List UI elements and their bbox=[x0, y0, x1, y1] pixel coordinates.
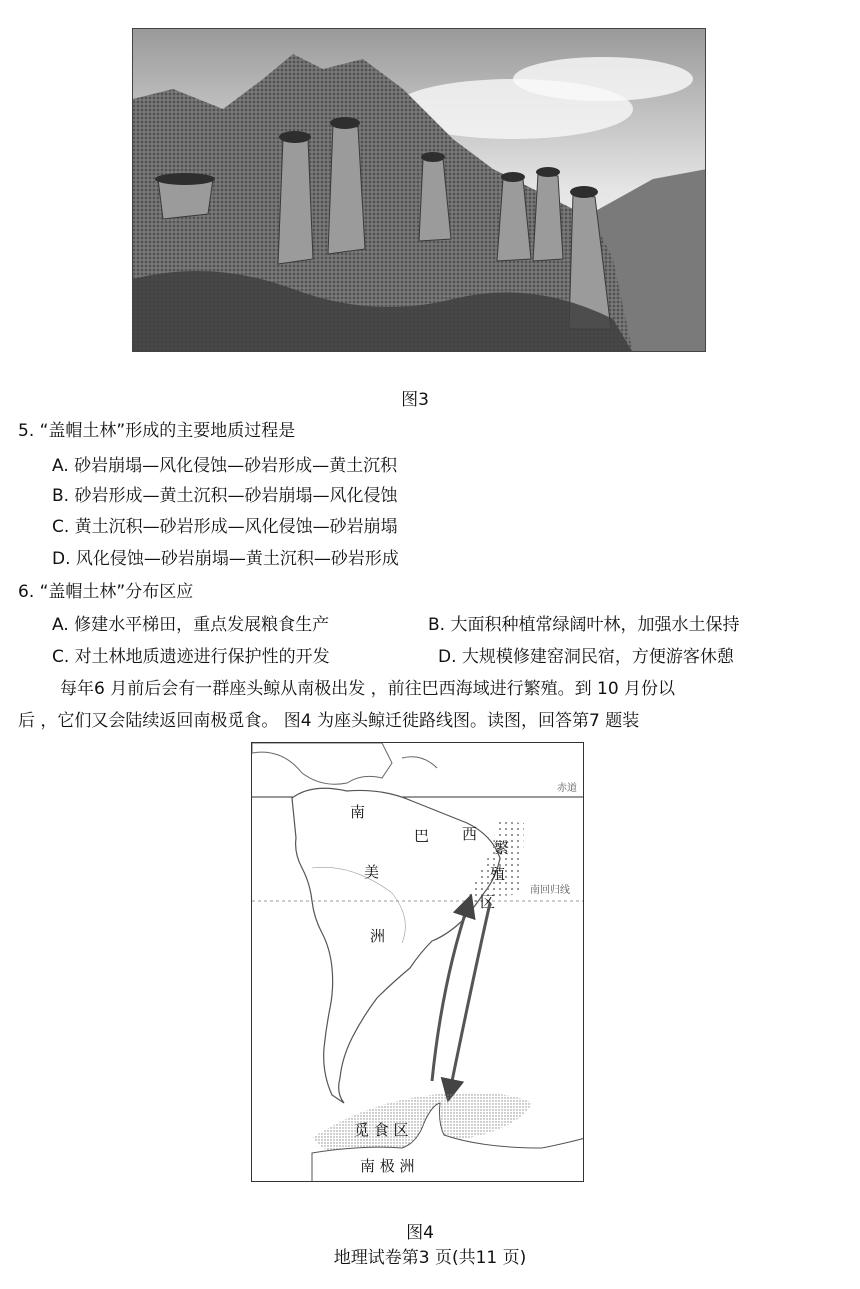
passage-line-2: 后 ，它们又会陆续返回南极觅食。 图4 为座头鲸迁徙路线图。读图，回答第7 题装 bbox=[18, 711, 640, 731]
south-america-label-3: 洲 bbox=[370, 927, 386, 945]
brazil-label-2: 西 bbox=[462, 825, 478, 843]
question-5-option-c: C. 黄土沉积—砂岩形成—风化侵蚀—砂岩崩塌 bbox=[52, 517, 398, 537]
earth-forest-photo bbox=[132, 28, 706, 352]
question-6-option-b: B. 大面积种植常绿阔叶林，加强水土保持 bbox=[428, 615, 740, 635]
question-5-option-a: A. 砂岩崩塌—风化侵蚀—砂岩形成—黄土沉积 bbox=[52, 456, 398, 476]
breeding-label-2: 殖 bbox=[490, 865, 506, 883]
tropic-label: 南回归线 bbox=[530, 885, 570, 896]
south-america-label-1: 南 bbox=[350, 803, 366, 821]
breeding-label-1: 繁 bbox=[494, 839, 510, 857]
question-5-option-b: B. 砂岩形成—黄土沉积—砂岩崩塌—风化侵蚀 bbox=[52, 486, 398, 506]
south-america-label-2: 美 bbox=[364, 863, 380, 881]
passage-line-1: 每年6 月前后会有一群座头鲸从南极出发 ，前往巴西海域进行繁殖。到 10 月份以 bbox=[60, 679, 676, 699]
antarctica-label: 南 极 洲 bbox=[360, 1157, 415, 1175]
brazil-label-1: 巴 bbox=[414, 827, 430, 845]
equator-label: 赤道 bbox=[557, 783, 577, 794]
migration-arrow-south bbox=[450, 903, 490, 1091]
question-5-option-d: D. 风化侵蚀—砂岩崩塌—黄土沉积—砂岩形成 bbox=[52, 549, 399, 569]
question-5-stem: 5. “盖帽土林”形成的主要地质过程是 bbox=[18, 421, 296, 441]
page-footer: 地理试卷第3 页(共11 页) bbox=[333, 1248, 527, 1268]
whale-migration-map bbox=[251, 742, 584, 1182]
question-6-option-d: D. 大规模修建窑洞民宿，方便游客休憩 bbox=[438, 647, 734, 667]
figure4-caption: 图4 bbox=[406, 1223, 434, 1243]
question-6-option-c: C. 对土林地质遗迹进行保护性的开发 bbox=[52, 647, 330, 667]
feeding-label: 觅 食 区 bbox=[354, 1121, 409, 1139]
breeding-label-3: 区 bbox=[480, 893, 496, 911]
question-6-option-a: A. 修建水平梯田，重点发展粮食生产 bbox=[52, 615, 330, 635]
figure3-caption: 图3 bbox=[401, 390, 429, 410]
question-6-stem: 6. “盖帽土林”分布区应 bbox=[18, 582, 194, 602]
